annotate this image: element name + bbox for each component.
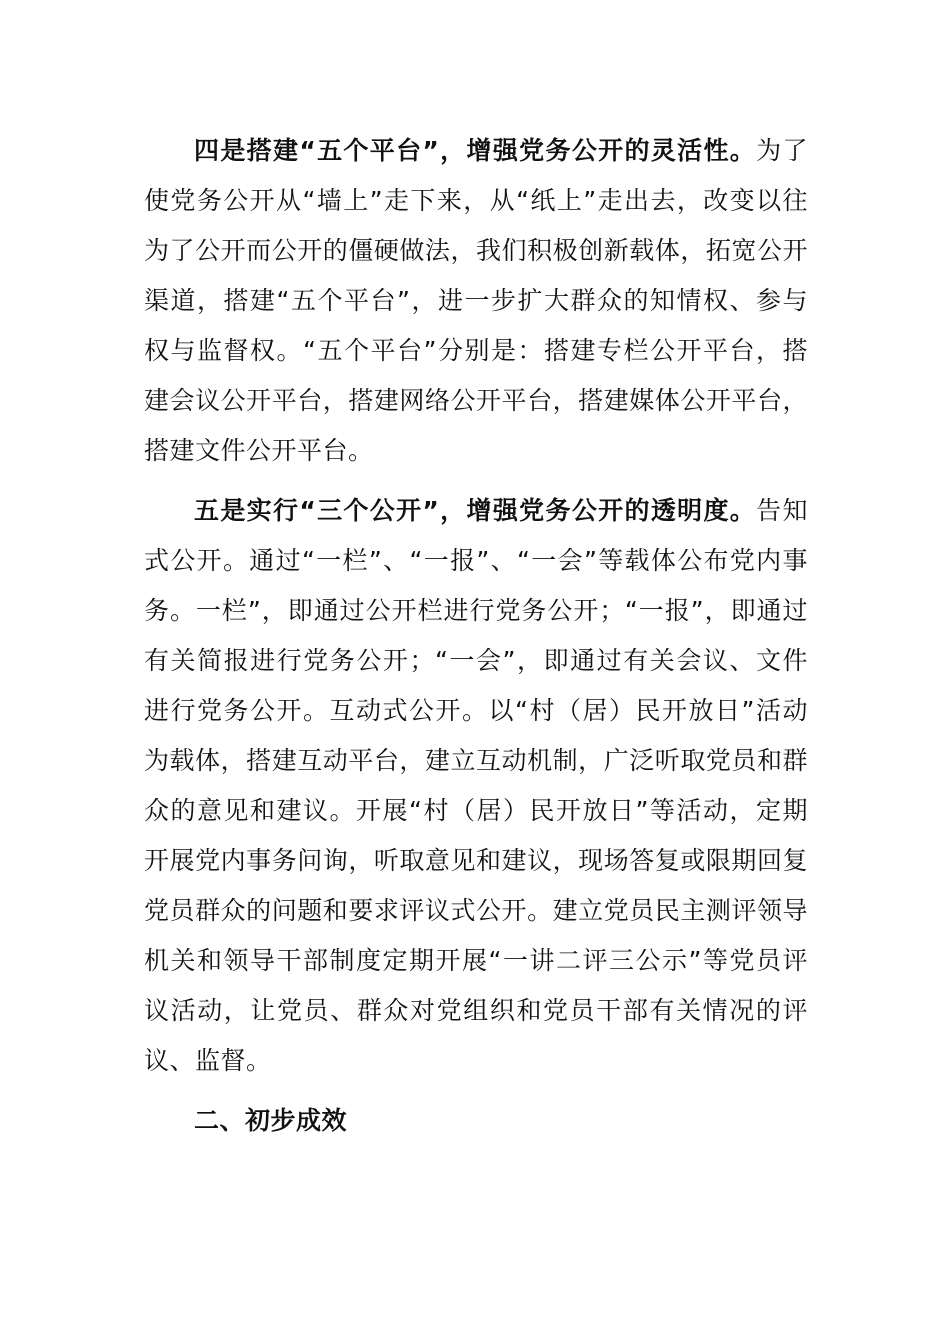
paragraph-text: 告知式公开。通过“一栏”、“一报”、“一会”等载体公布党内事务。一栏”，即通过公开栏进行党务公开；“一报”，即通过有关简报进行党务公开；“一会”，即通过有关会议、文件进行党务公开。互动式公开。以“村（居）民开放日”活动为载体，搭建互动平台，建立互动机制，广泛听取党员和群众的意见和建议。开展“村（居）民开放日”等活动，定期开展党内事务问询，听取意见和建议，现场答复或限期回复党员群众的问题和要求评议式公开。建立党员民主测评领导机关和领导干部制度定期开展“一讲二评三公示”等党员评议活动，让党员、群众对党组织和党员干部有关情况的评议、监督。	[144, 496, 808, 1075]
section-heading: 二、初步成效	[194, 1106, 348, 1135]
paragraph-lead: 四是搭建“五个平台”，增强党务公开的灵活性。	[194, 136, 757, 165]
paragraph-text: 为了使党务公开从“墙上”走下来，从“纸上”走出去，改变以往为了公开而公开的僵硬做法，我们积极创新载体，拓宽公开渠道，搭建“五个平台”，进一步扩大群众的知情权、参与权与监督权。“五个平台”分别是：搭建专栏公开平台，搭建会议公开平台，搭建网络公开平台，搭建媒体公开平台，搭建文件公开平台。	[144, 136, 808, 465]
paragraph-lead: 五是实行“三个公开”，增强党务公开的透明度。	[194, 496, 757, 525]
paragraph-three-openness	[144, 486, 808, 1086]
document-body	[144, 126, 808, 1146]
paragraph-five-platforms	[144, 126, 808, 476]
